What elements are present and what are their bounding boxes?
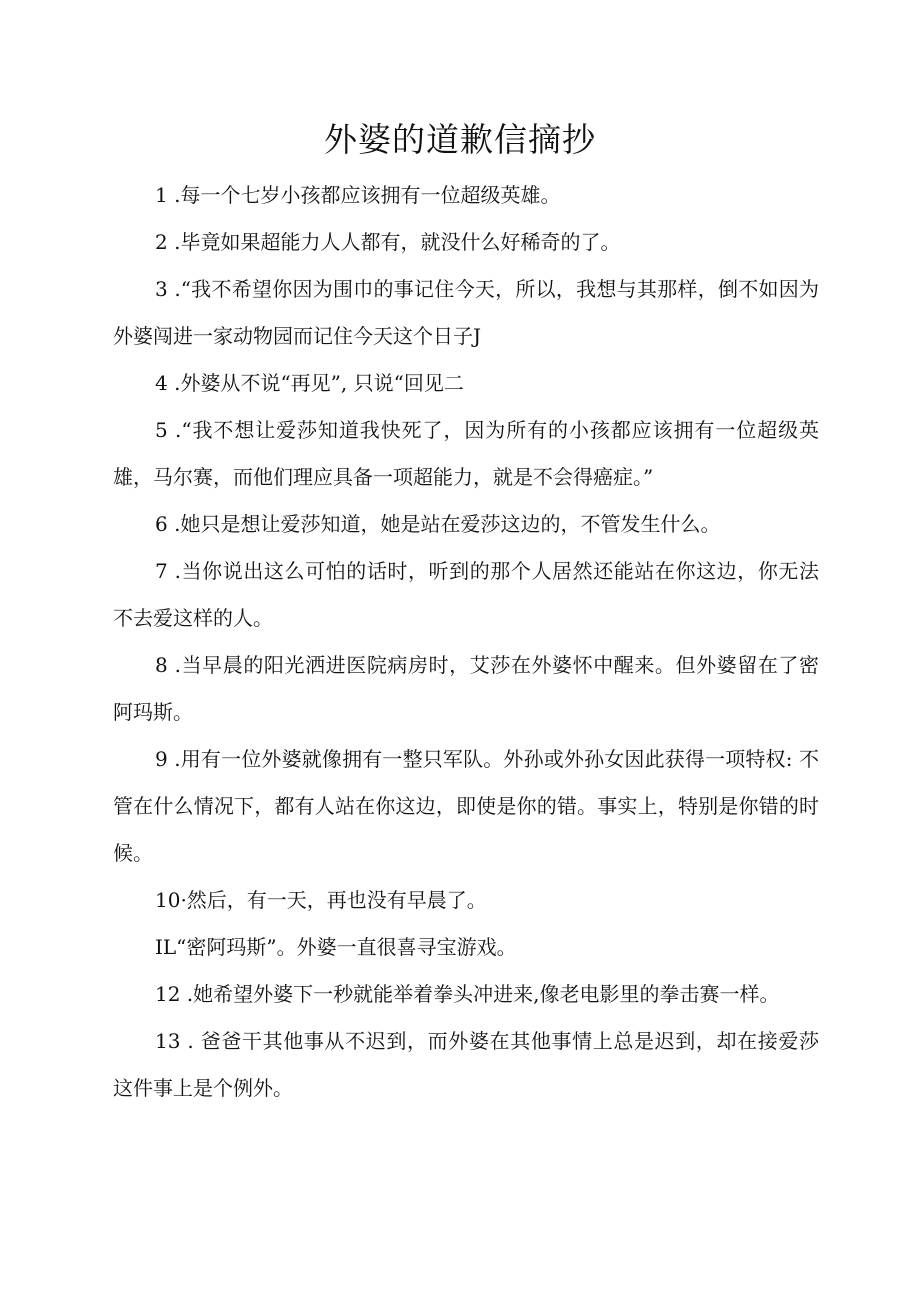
paragraph-4: 4 .外婆从不说“再见”, 只说“回见二 [155,371,464,395]
paragraph-12: 12 .她希望外婆下一秒就能举着拳头冲进来,像老电影里的拳击赛一样。 [155,982,780,1006]
paragraph-1: 1 .每一个七岁小孩都应该拥有一位超级英雄。 [155,183,561,207]
paragraph-11: IL“密阿玛斯”。外婆一直很喜寻宝游戏。 [155,935,517,959]
paragraph-13: 13 . 爸爸干其他事从不迟到，而外婆在其他事情上总是迟到，却在接爱莎这件事上是个例外。 [113,1029,819,1100]
document-title: 外婆的道歉信摘抄 [324,120,596,159]
paragraph-5: 5 .“我不想让爱莎知道我快死了，因为所有的小孩都应该拥有一位超级英雄，马尔赛，而他们理应具备一项超能力，就是不会得癌症。” [113,418,819,489]
paragraph-3: 3 .“我不希望你因为围巾的事记住今天，所以，我想与其那样，倒不如因为外婆闯进一家动物园而记住今天这个日子J [113,277,819,348]
paragraph-8: 8 .当早晨的阳光洒进医院病房时，艾莎在外婆怀中醒来。但外婆留在了密阿玛斯。 [113,653,819,724]
paragraph-9: 9 .用有一位外婆就像拥有一整只军队。外孙或外孙女因此获得一项特权: 不管在什么情况下，都有人站在你这边，即使是你的错。事实上，特别是你错的时候。 [113,747,819,865]
paragraph-7: 7 .当你说出这么可怕的话时，听到的那个人居然还能站在你这边，你无法不去爱这样的人。 [113,559,819,630]
paragraph-2: 2 .毕竟如果超能力人人都有，就没什么好稀奇的了。 [155,230,621,254]
paragraph-6: 6 .她只是想让爱莎知道，她是站在爱莎这边的，不管发生什么。 [155,512,721,536]
document-body [113,172,819,1112]
paragraph-10: 10·然后，有一天，再也没有早晨了。 [155,888,487,912]
